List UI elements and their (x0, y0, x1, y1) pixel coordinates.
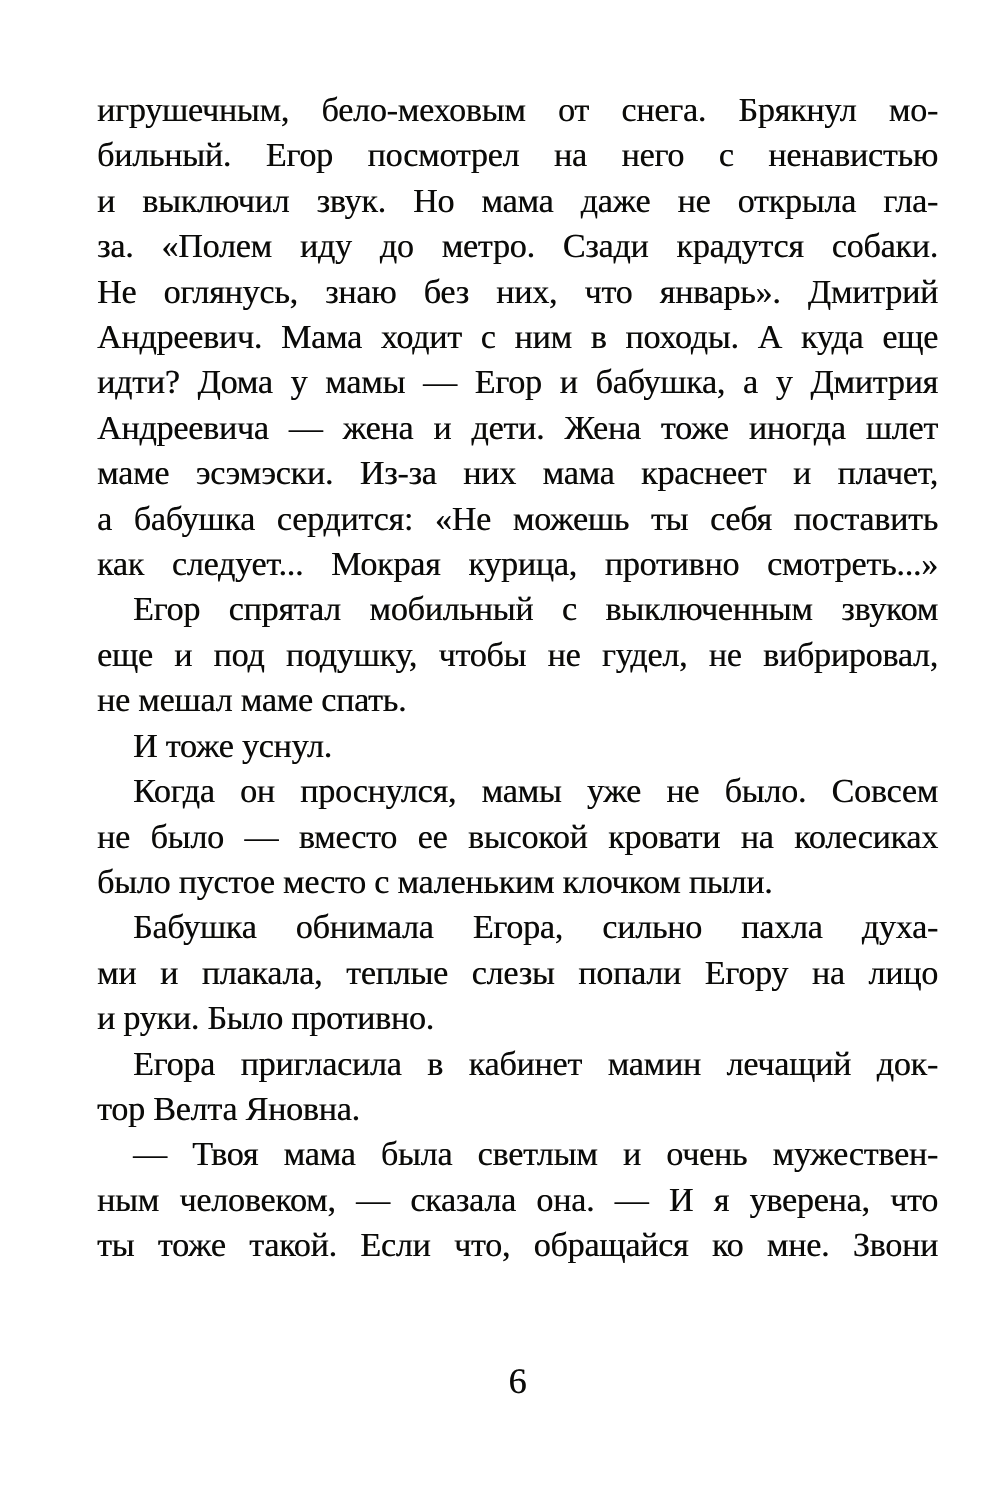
text-line: идти? Дома у мамы — Егор и бабушка, а у Дмитрия (97, 364, 938, 402)
text-line: Егора пригласила в кабинет мамин лечащий док- (133, 1045, 938, 1083)
text-line: бильный. Егор посмотрел на него с ненавистью (97, 137, 938, 175)
text-line: как следует... Мокрая курица, противно смотреть...» (97, 546, 938, 584)
text-line: И тоже уснул. (133, 727, 332, 765)
text-line: было пустое место с маленьким клочком пыли. (97, 863, 773, 901)
text-line: маме эсэмэски. Из-за них мама краснеет и плачет, (97, 455, 938, 493)
text-line: ты тоже такой. Если что, обращайся ко мне. Звони (97, 1227, 938, 1265)
text-line: и выключил звук. Но мама даже не открыла гла- (97, 182, 938, 220)
text-line: — Твоя мама была светлым и очень мужествен- (133, 1136, 938, 1174)
paragraph (97, 724, 938, 769)
text-line: за. «Полем иду до метро. Сзади крадутся собаки. (97, 228, 938, 266)
text-line: и руки. Было противно. (97, 1000, 434, 1038)
paragraph (97, 1042, 938, 1133)
text-line: Андреевич. Мама ходит с ним в походы. А куда еще (97, 319, 938, 357)
paragraph (97, 88, 938, 587)
text-line: Егор спрятал мобильный с выключенным звуком (133, 591, 938, 629)
text-line: Бабушка обнимала Егора, сильно пахла духа- (133, 909, 938, 947)
text-line: не мешал маме спать. (97, 682, 407, 720)
text-line: Когда он проснулся, мамы уже не было. Совсем (133, 773, 938, 811)
text-line: ми и плакала, теплые слезы попали Егору на лицо (97, 954, 938, 992)
paragraph (97, 769, 938, 905)
page-text (97, 88, 938, 1269)
text-line: игрушечным, бело-меховым от снега. Брякнул мо- (97, 92, 938, 129)
paragraph (97, 1132, 938, 1268)
text-line: не было — вместо ее высокой кровати на колесиках (97, 818, 938, 856)
text-line: Андреевича — жена и дети. Жена тоже иногда шлет (97, 409, 938, 447)
text-line: еще и под подушку, чтобы не гудел, не вибрировал, (97, 636, 938, 674)
text-line: Не оглянусь, знаю без них, что январь». Дмитрий (97, 273, 938, 311)
paragraph (97, 587, 938, 723)
text-line: тор Велта Яновна. (97, 1090, 360, 1128)
text-line: а бабушка сердится: «Не можешь ты себя поставить (97, 500, 938, 538)
page-number: 6 (508, 1360, 527, 1401)
paragraph (97, 905, 938, 1041)
text-line: ным человеком, — сказала она. — И я уверена, что (97, 1181, 938, 1219)
